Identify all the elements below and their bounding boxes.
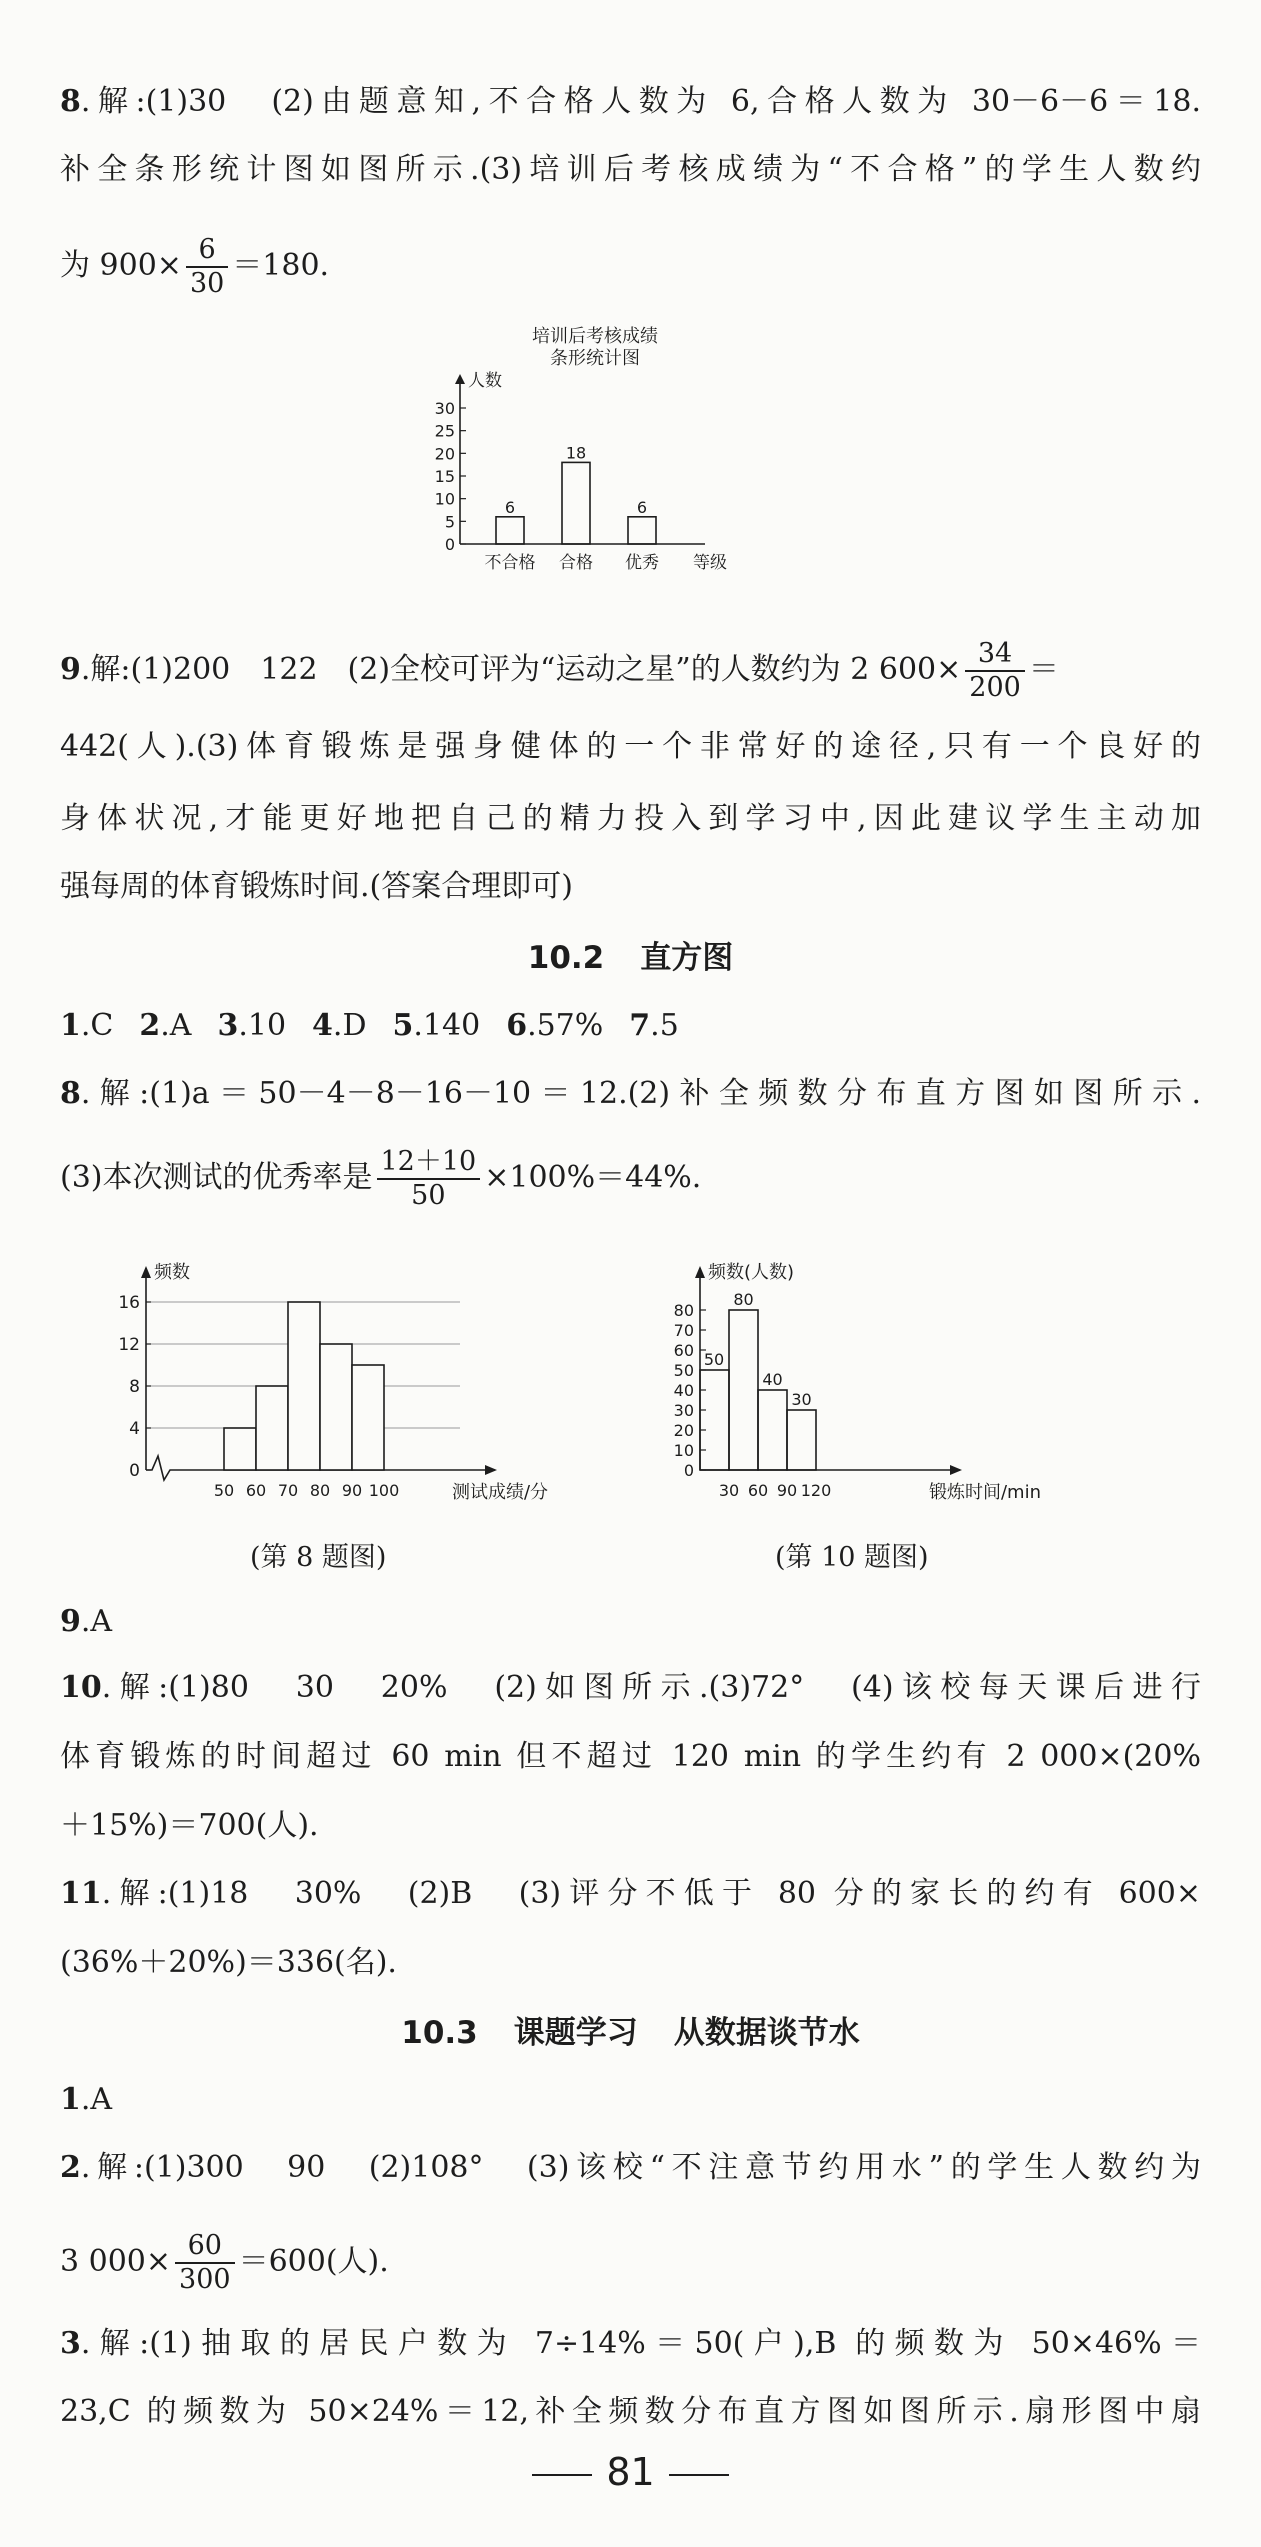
s3-q1: 1.A xyxy=(60,2082,113,2117)
answer-text: .10 xyxy=(238,1008,287,1043)
question-number: 9 xyxy=(60,652,81,687)
s2-q9: 9.A xyxy=(60,1604,113,1639)
y-tick-label: 20 xyxy=(673,1421,694,1440)
s2-q8-line-2: (3)本次测试的优秀率是 $\frac{12+10}{50}$ ×100%＝44%. xyxy=(60,1146,702,1211)
histogram-exercise-time xyxy=(640,1238,1080,1538)
short-answer-5 xyxy=(393,1008,481,1043)
short-answer-3 xyxy=(217,1008,286,1043)
histogram-bar xyxy=(224,1428,256,1470)
short-answer-1 xyxy=(60,1008,113,1043)
y-axis-arrow xyxy=(695,1266,705,1278)
y-tick-label: 0 xyxy=(683,1461,694,1480)
question-number: 9 xyxy=(60,1604,81,1639)
page-number: 81 xyxy=(0,2450,1261,2494)
caption-figure-8: (第 8 题图) xyxy=(250,1542,387,1573)
s3-q2-line-1: 2.解:(1)300 90 (2)108° (3)该校“不注意节约用水”的学生人数约为 xyxy=(60,2150,1201,2185)
y-tick-label: 60 xyxy=(673,1341,694,1360)
question-number: 8 xyxy=(60,84,81,119)
y-tick-label: 0 xyxy=(444,535,455,554)
x-tick-label: 100 xyxy=(368,1481,400,1500)
answer-text: .D xyxy=(332,1008,367,1043)
y-axis-label: 频数(人数) xyxy=(708,1262,795,1283)
x-axis-arrow xyxy=(950,1465,962,1475)
question-number: 3 xyxy=(60,2326,81,2361)
s2-q10-line-2: 体育锻炼的时间超过 60 min 但不超过 120 min 的学生约有 2 000×(20% xyxy=(60,1739,1201,1774)
y-tick-label: 30 xyxy=(673,1401,694,1420)
answer-text: .A xyxy=(160,1008,192,1043)
question-number: 2 xyxy=(139,1008,161,1043)
x-tick-label: 50 xyxy=(213,1481,235,1500)
question-number: 7 xyxy=(629,1008,651,1043)
x-tick-label: 90 xyxy=(341,1481,363,1500)
s2-q10-line-1: 10.解:(1)80 30 20% (2)如图所示.(3)72° (4)该校每天课后进行 xyxy=(60,1670,1201,1705)
y-tick-label: 0 xyxy=(129,1461,140,1481)
short-answer-4 xyxy=(312,1008,366,1043)
bar-优秀 xyxy=(628,517,656,544)
section-heading-10-3: 10.3 课题学习 从数据谈节水 xyxy=(401,2015,860,2051)
q9-line-2: 442(人).(3)体育锻炼是强身健体的一个非常好的途径,只有一个良好的 xyxy=(60,729,1201,764)
dash-right xyxy=(669,2474,729,2476)
fraction: $\frac{6}{30}$ xyxy=(186,234,228,300)
q8-line-3: 为 900× $\frac{6}{30}$ ＝180. xyxy=(60,234,330,299)
x-tick-label: 60 xyxy=(747,1481,769,1500)
fraction: $\frac{12+10}{50}$ xyxy=(377,1146,481,1212)
answer-text: .140 xyxy=(413,1008,481,1043)
question-number: 2 xyxy=(60,2150,81,2185)
histogram-bar xyxy=(256,1386,288,1470)
y-axis-arrow xyxy=(455,374,465,384)
y-tick-label: 40 xyxy=(673,1381,694,1400)
x-tick-label: 60 xyxy=(245,1481,267,1500)
y-tick-label: 8 xyxy=(129,1377,140,1397)
x-axis-label: 锻炼时间/min xyxy=(928,1482,1042,1503)
y-tick-label: 20 xyxy=(434,444,455,464)
x-axis-arrow xyxy=(485,1465,497,1475)
histogram-bar xyxy=(758,1390,787,1470)
short-answer-2 xyxy=(139,1008,191,1043)
y-axis-label: 人数 xyxy=(468,371,502,391)
q8-line-2: 补全条形统计图如图所示.(3)培训后考核成绩为“不合格”的学生人数约 xyxy=(60,152,1201,187)
s3-q3-line-1: 3.解:(1)抽取的居民户数为 7÷14%＝50(户),B 的频数为 50×46%＝ xyxy=(60,2326,1201,2361)
histogram-test-scores xyxy=(100,1238,600,1538)
y-axis-label: 频数 xyxy=(154,1262,190,1283)
data-label: 6 xyxy=(636,497,648,517)
answer-text: .57% xyxy=(527,1008,604,1043)
y-tick-label: 30 xyxy=(434,399,455,418)
chart-title: 培训后考核成绩 xyxy=(532,326,658,347)
y-tick-label: 15 xyxy=(434,467,455,486)
histogram-bar xyxy=(700,1370,729,1470)
data-label: 50 xyxy=(703,1350,725,1369)
s3-q3-line-2: 23,C 的频数为 50×24%＝12,补全频数分布直方图如图所示.扇形图中扇 xyxy=(60,2394,1201,2429)
short-answer-7 xyxy=(629,1008,679,1043)
question-number: 1 xyxy=(60,1008,81,1043)
y-tick-label: 10 xyxy=(434,489,455,509)
x-tick-label: 120 xyxy=(800,1481,832,1500)
y-tick-label: 50 xyxy=(673,1361,694,1380)
s3-q2-line-2: 3 000× $\frac{60}{300}$ ＝600(人). xyxy=(60,2230,389,2295)
chart-subtitle: 条形统计图 xyxy=(550,348,640,369)
y-tick-label: 70 xyxy=(673,1321,694,1340)
dash-left xyxy=(532,2474,592,2476)
question-number: 10 xyxy=(60,1670,102,1705)
answer-text: .5 xyxy=(650,1008,679,1043)
question-number: 5 xyxy=(392,1008,414,1043)
short-answer-6 xyxy=(506,1008,603,1043)
s2-q10-line-3: ＋15%)＝700(人). xyxy=(60,1808,319,1843)
data-label: 18 xyxy=(565,443,587,463)
q9-line-3: 身体状况,才能更好地把自己的精力投入到学习中,因此建议学生主动加 xyxy=(60,801,1201,836)
data-label: 6 xyxy=(504,497,516,517)
question-number: 3 xyxy=(217,1008,239,1043)
bar-合格 xyxy=(562,462,590,544)
y-tick-label: 5 xyxy=(444,512,455,532)
s2-q11-line-2: (36%＋20%)＝336(名). xyxy=(60,1945,397,1980)
s2-q11-line-1: 11.解:(1)18 30% (2)B (3)评分不低于 80 分的家长的约有 600× xyxy=(60,1876,1201,1911)
histogram-bar xyxy=(787,1410,816,1470)
short-answers xyxy=(60,1004,1201,1048)
y-tick-label: 10 xyxy=(673,1441,694,1460)
data-label: 80 xyxy=(733,1290,754,1309)
fraction: $\frac{34}{200}$ xyxy=(965,638,1025,704)
question-number: 11 xyxy=(60,1876,102,1911)
histogram-bar xyxy=(352,1365,384,1470)
bar-chart-assessment xyxy=(420,318,820,598)
x-category-label: 优秀 xyxy=(625,553,659,573)
x-axis-label: 等级 xyxy=(693,553,727,573)
x-tick-label: 90 xyxy=(776,1481,798,1500)
histogram-bar xyxy=(288,1302,320,1470)
y-axis-arrow xyxy=(141,1266,151,1278)
x-tick-label: 80 xyxy=(309,1481,331,1500)
data-label: 40 xyxy=(762,1370,783,1389)
question-number: 1 xyxy=(60,2082,81,2117)
y-tick-label: 25 xyxy=(434,421,455,441)
q9-line-4: 强每周的体育锻炼时间.(答案合理即可) xyxy=(60,869,573,904)
answer-text: .C xyxy=(80,1008,114,1043)
x-axis-label: 测试成绩/分 xyxy=(451,1482,549,1503)
x-tick-label: 30 xyxy=(718,1481,740,1500)
histogram-bar xyxy=(729,1310,758,1470)
fraction: $\frac{60}{300}$ xyxy=(175,2230,235,2296)
section-heading-10-2: 10.2 直方图 xyxy=(527,940,734,976)
bar-不合格 xyxy=(496,517,524,544)
y-tick-label: 80 xyxy=(673,1301,694,1320)
x-tick-label: 70 xyxy=(277,1481,299,1500)
histogram-bar xyxy=(320,1344,352,1470)
y-tick-label: 4 xyxy=(129,1419,140,1439)
question-number: 8 xyxy=(60,1076,81,1111)
y-tick-label: 12 xyxy=(118,1335,140,1355)
question-number: 4 xyxy=(312,1008,333,1043)
s2-q8-line-1: 8.解:(1)a＝50－4－8－16－10＝12.(2)补全频数分布直方图如图所示. xyxy=(60,1076,1201,1111)
caption-figure-10: (第 10 题图) xyxy=(775,1542,929,1573)
x-category-label: 合格 xyxy=(559,553,593,573)
q8-line-1: 8.解:(1)30 (2)由题意知,不合格人数为 6,合格人数为 30－6－6＝18. xyxy=(60,84,1201,119)
question-number: 6 xyxy=(506,1008,528,1043)
q9-line-1: 9.解:(1)200 122 (2)全校可评为“运动之星”的人数约为 2 600× $\frac{34}{200}$ ＝ xyxy=(60,638,1059,703)
data-label: 30 xyxy=(791,1390,812,1409)
x-category-label: 不合格 xyxy=(484,553,536,573)
y-tick-label: 16 xyxy=(118,1293,140,1313)
